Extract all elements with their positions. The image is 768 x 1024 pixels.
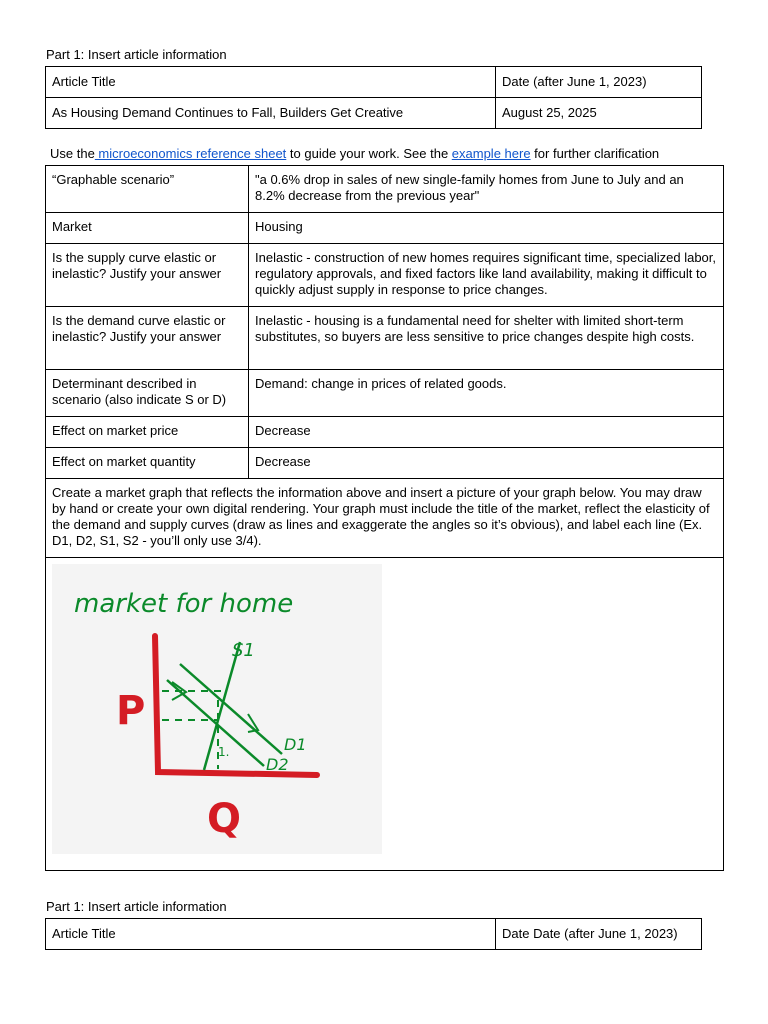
- date-header-repeat: Date Date (after June 1, 2023): [496, 919, 702, 950]
- reference-sheet-link[interactable]: microeconomics reference sheet: [94, 146, 287, 161]
- row-label-demand-elasticity: Is the demand curve elastic or inelastic? Justify your answer: [46, 307, 249, 370]
- row-label-supply-elasticity: Is the supply curve elastic or inelastic? Justify your answer: [46, 244, 249, 307]
- article-date-value[interactable]: August 25, 2025: [496, 98, 702, 129]
- quantity-axis-label: Q: [207, 796, 242, 842]
- row-value-price-effect[interactable]: Decrease: [249, 417, 724, 448]
- equilibrium-marker: 1.: [218, 745, 230, 759]
- price-axis-label: P: [116, 688, 146, 734]
- part1-heading: Part 1: Insert article information: [46, 47, 227, 62]
- article-info-table: [45, 66, 702, 129]
- d2-label: D2: [266, 755, 289, 774]
- row-label-price-effect: Effect on market price: [46, 417, 249, 448]
- s1-label: S1: [232, 640, 255, 661]
- date-header: Date (after June 1, 2023): [496, 67, 702, 98]
- row-value-determinant[interactable]: Demand: change in prices of related goods.: [249, 370, 724, 417]
- intro-suffix: for further clarification: [530, 146, 660, 161]
- row-value-demand-elasticity[interactable]: Inelastic - housing is a fundamental need for shelter with limited short-term substitutes, so buyers are less sensitive to price changes despite high costs.: [249, 307, 724, 370]
- example-link[interactable]: example here: [451, 146, 531, 161]
- graph-cell: [46, 558, 724, 871]
- graph-instructions: Create a market graph that reflects the information above and insert a picture of your graph below. You may draw by hand or create your own digital rendering. Your graph must include the title of the market, reflect the elasticity of the demand and supply curves (draw as lines and exaggerate the angles so it’s obvious), and label each line (Ex. D1, D2, S1, S2 - you’ll only use 3/4).: [46, 479, 724, 558]
- row-label-quantity-effect: Effect on market quantity: [46, 448, 249, 479]
- row-label-market: Market: [46, 213, 249, 244]
- row-label-scenario: “Graphable scenario”: [46, 166, 249, 213]
- row-label-determinant: Determinant described in scenario (also indicate S or D): [46, 370, 249, 417]
- row-value-supply-elasticity[interactable]: Inelastic - construction of new homes requires significant time, specialized labor, regulatory approvals, and fixed factors like land availability, making it difficult to quickly adjust supply in response to price changes.: [249, 244, 724, 307]
- row-value-quantity-effect[interactable]: Decrease: [249, 448, 724, 479]
- analysis-table: [45, 165, 724, 871]
- row-value-market[interactable]: Housing: [249, 213, 724, 244]
- article-info-table-repeat: [45, 918, 702, 950]
- article-title-header: Article Title: [46, 67, 496, 98]
- market-graph-sketch[interactable]: [52, 564, 382, 854]
- sketch-title: market for home: [74, 589, 294, 619]
- intro-prefix: Use the: [50, 146, 95, 161]
- d1-label: D1: [284, 735, 307, 754]
- article-title-value[interactable]: As Housing Demand Continues to Fall, Builders Get Creative: [46, 98, 496, 129]
- row-value-scenario[interactable]: "a 0.6% drop in sales of new single-family homes from June to July and an 8.2% decrease from the previous year": [249, 166, 724, 213]
- intro-middle: to guide your work. See the: [286, 146, 452, 161]
- part1-heading-repeat: Part 1: Insert article information: [46, 899, 227, 914]
- article-title-header-repeat: Article Title: [46, 919, 496, 950]
- instructions-line: [50, 146, 659, 161]
